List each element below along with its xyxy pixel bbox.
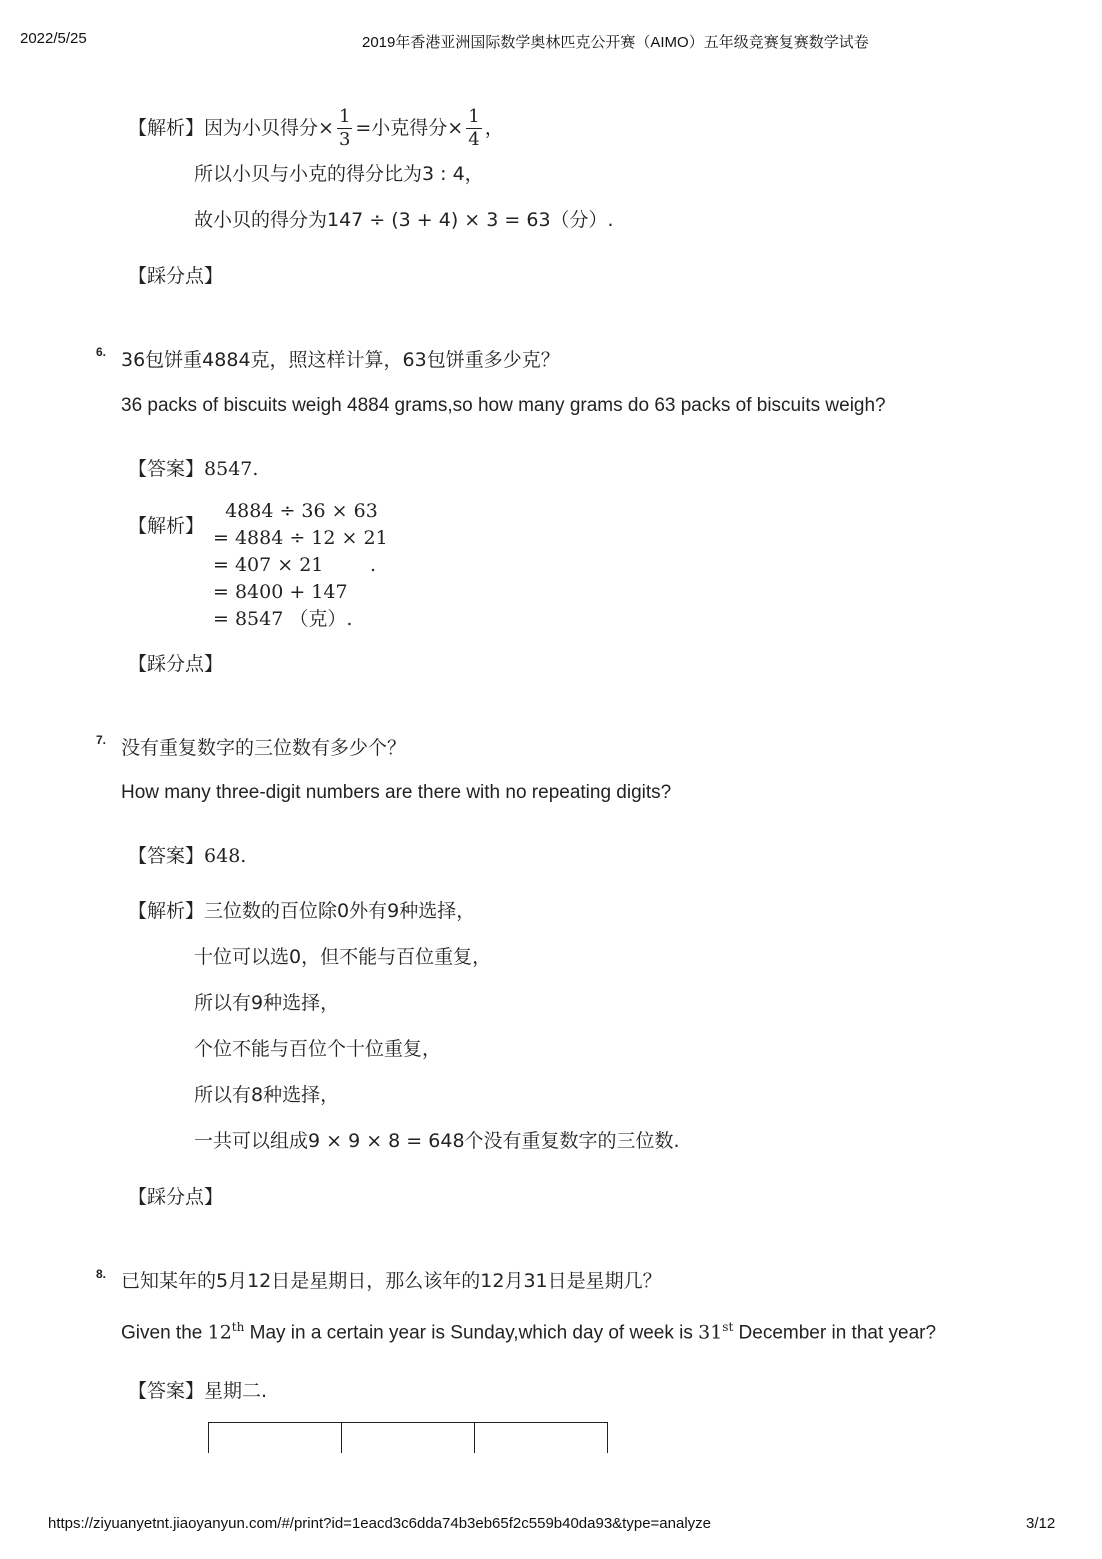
answer-value: 8547. bbox=[204, 458, 259, 480]
document-title: 2019年香港亚洲国际数学奥林匹克公开赛（AIMO）五年级竞赛复赛数学试卷 bbox=[362, 34, 869, 51]
answer-label: 【答案】 bbox=[128, 1380, 205, 1402]
calc-line: = 8400 + 147 bbox=[213, 581, 348, 603]
page-number: 3/12 bbox=[1026, 1515, 1056, 1532]
table-cell bbox=[209, 1423, 342, 1454]
q5-scoring-label: 【踩分点】 bbox=[128, 265, 224, 287]
print-date: 2022/5/25 bbox=[20, 30, 87, 47]
q7-analysis-line5: 所以有8种选择， bbox=[194, 1084, 340, 1106]
q7-question-en: How many three-digit numbers are there with no repeating digits? bbox=[121, 782, 672, 803]
q7-scoring-label: 【踩分点】 bbox=[128, 1186, 224, 1208]
question-number: 6. bbox=[96, 345, 107, 359]
q7-question-cn: 没有重复数字的三位数有多少个？ bbox=[121, 737, 407, 759]
q7-analysis-line2: 十位可以选0，但不能与百位重复， bbox=[194, 946, 492, 968]
fraction-one-third: $\frac{1}{3}$ bbox=[338, 105, 351, 150]
calc-line: = 407 × 21 bbox=[213, 554, 324, 576]
q7-analysis-line6: 一共可以组成9 × 9 × 8 = 648个没有重复数字的三位数. bbox=[194, 1130, 680, 1152]
answer-value: 648. bbox=[204, 845, 247, 867]
q8-question-en: Given the 12th May in a certain year is Sunday,which day of week is 31st December in that year? bbox=[121, 1320, 937, 1344]
q6-question-cn: 36包饼重4884克，照这样计算，63包饼重多少克？ bbox=[121, 349, 560, 371]
q7-answer bbox=[128, 843, 246, 869]
question-number: 7. bbox=[96, 733, 107, 747]
q5-analysis-line1: 【解析】 因为小贝得分× $\frac{1}{3}$ =小克得分× $\frac{1}{4}$ ， bbox=[128, 105, 504, 150]
q5-analysis-line2: 所以小贝与小克的得分比为3 : 4， bbox=[194, 163, 484, 185]
answer-value: 星期二. bbox=[204, 1380, 268, 1402]
q8-question-cn: 已知某年的5月12日是星期日，那么该年的12月31日是星期几？ bbox=[121, 1270, 662, 1292]
calc-trailing-dot: . bbox=[370, 554, 377, 576]
calc-line: = 4884 ÷ 12 × 21 bbox=[213, 527, 388, 549]
calc-line: = 8547 （克）. bbox=[213, 608, 353, 630]
q6-calculation bbox=[213, 498, 388, 633]
table-cell bbox=[342, 1423, 475, 1454]
analysis-label: 【解析】 bbox=[128, 117, 205, 139]
answer-label: 【答案】 bbox=[128, 845, 205, 867]
q6-analysis-label: 【解析】 bbox=[128, 515, 205, 537]
q6-scoring-label: 【踩分点】 bbox=[128, 653, 224, 675]
table-cell bbox=[475, 1423, 608, 1454]
calc-line: 4884 ÷ 36 × 63 bbox=[213, 500, 378, 522]
footer-url[interactable]: https://ziyuanyetnt.jiaoyanyun.com/#/print?id=1eacd3c6dda74b3eb65f2c559b40da93&type=analyze bbox=[48, 1515, 711, 1532]
q7-analysis-line1: 【解析】三位数的百位除0外有9种选择， bbox=[128, 900, 476, 922]
q6-question-en: 36 packs of biscuits weigh 4884 grams,so how many grams do 63 packs of biscuits weigh? bbox=[121, 395, 886, 416]
q6-answer bbox=[128, 456, 258, 482]
q7-analysis-line4: 个位不能与百位个十位重复， bbox=[194, 1038, 442, 1060]
calendar-table bbox=[208, 1422, 608, 1453]
question-number: 8. bbox=[96, 1267, 107, 1281]
q8-answer bbox=[128, 1378, 267, 1404]
answer-label: 【答案】 bbox=[128, 458, 205, 480]
q7-analysis-line3: 所以有9种选择， bbox=[194, 992, 340, 1014]
analysis-label: 【解析】 bbox=[128, 900, 205, 922]
q5-analysis-line3: 故小贝的得分为147 ÷ (3 + 4) × 3 = 63（分）. bbox=[194, 209, 614, 231]
fraction-one-fourth: $\frac{1}{4}$ bbox=[468, 105, 480, 150]
